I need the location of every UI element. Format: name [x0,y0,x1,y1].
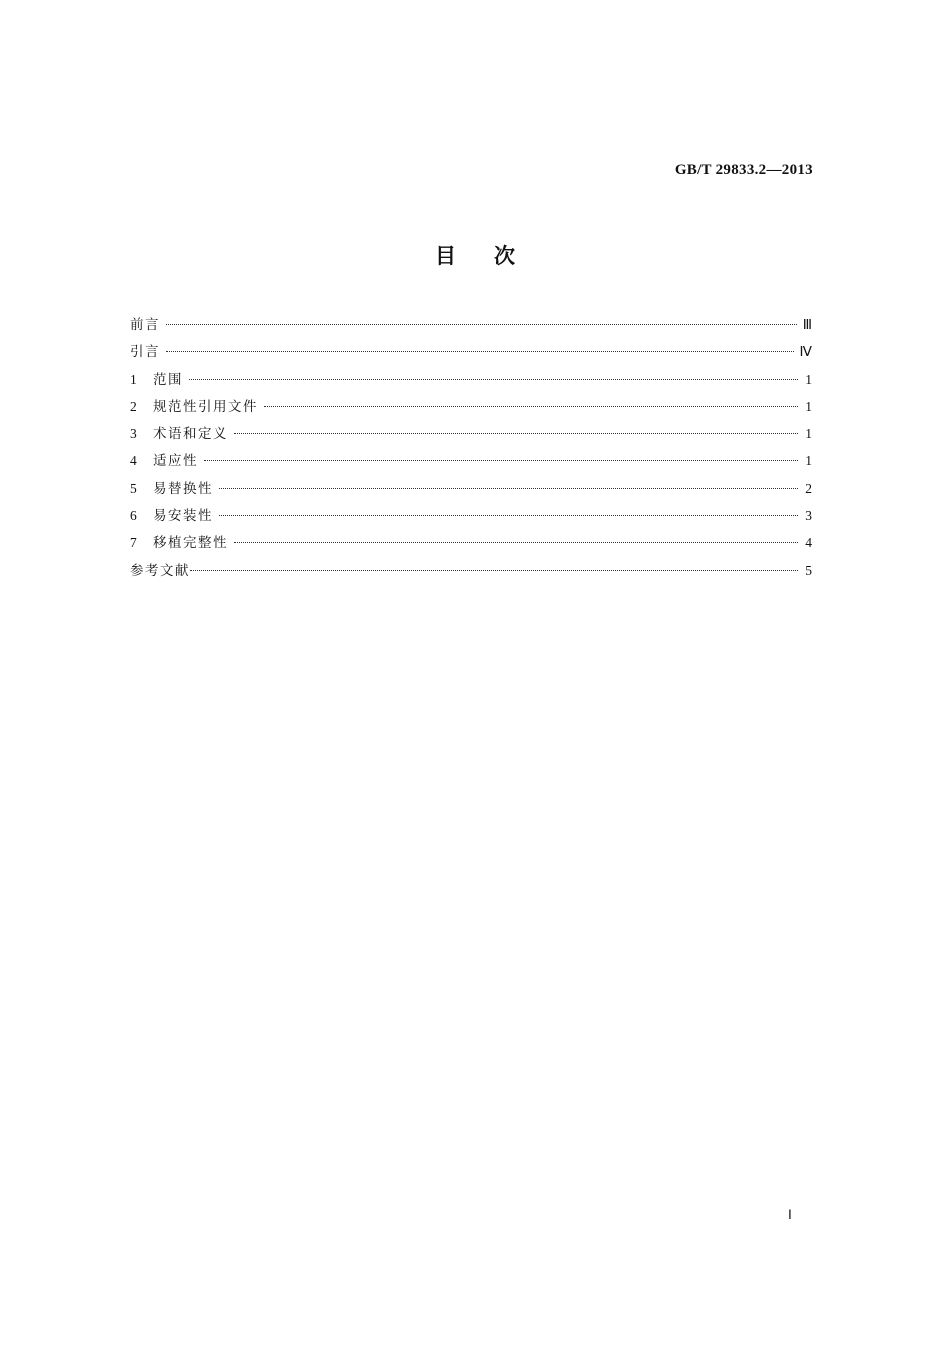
toc-entry-label: 规范性引用文件 [153,398,258,415]
toc-entry-page: 1 [805,371,812,387]
toc-leader-dots [219,488,798,489]
toc-entry-adaptability[interactable] [130,447,812,474]
toc-leader-dots [234,542,798,543]
toc-entry-terms-definitions[interactable] [130,420,812,447]
toc-entry-label: 易替换性 [153,480,213,497]
toc-entry-page: 4 [805,535,812,551]
toc-leader-dots [234,433,798,434]
page-number: Ⅰ [788,1207,792,1222]
toc-entry-replaceability[interactable] [130,475,812,502]
table-of-contents [130,311,812,584]
toc-entry-page: 1 [805,398,812,414]
toc-entry-page: 5 [805,562,812,578]
toc-entry-label: 参考文献 [130,562,190,579]
toc-entry-page: Ⅲ [802,317,812,332]
standard-code: GB/T 29833.2—2013 [674,162,813,178]
toc-leader-dots [204,460,798,461]
toc-leader-dots [166,324,797,325]
toc-entry-foreword[interactable] [130,311,812,338]
toc-entry-page: 3 [805,508,812,524]
toc-leader-dots [264,406,798,407]
toc-entry-page: 2 [805,480,812,496]
toc-entry-page: 1 [805,426,812,442]
toc-entry-number: 2 [130,398,137,414]
toc-leader-dots [219,515,798,516]
toc-entry-bibliography[interactable] [130,557,812,584]
toc-entry-label: 术语和定义 [153,426,228,443]
toc-entry-portability-compliance[interactable] [130,529,812,556]
toc-entry-label: 范围 [153,371,183,388]
toc-entry-label: 易安装性 [153,508,213,525]
toc-entry-label: 前言 [130,317,160,333]
toc-entry-installability[interactable] [130,502,812,529]
toc-entry-number: 4 [130,453,137,469]
toc-entry-label: 引言 [130,344,160,361]
toc-entry-page: 1 [805,453,812,469]
toc-entry-introduction[interactable] [130,338,812,365]
toc-leader-dots [189,379,798,380]
toc-title: 目次 [435,244,553,268]
toc-entry-number: 3 [130,426,137,442]
toc-entry-number: 1 [130,371,137,387]
toc-leader-dots [166,351,794,352]
toc-entry-normative-references[interactable] [130,393,812,420]
toc-entry-label: 移植完整性 [153,535,228,552]
toc-entry-label: 适应性 [153,453,198,470]
toc-entry-scope[interactable] [130,366,812,393]
toc-entry-number: 6 [130,508,137,524]
toc-leader-dots [190,570,798,571]
toc-entry-page: Ⅳ [799,344,812,360]
toc-entry-number: 7 [130,535,137,551]
toc-entry-number: 5 [130,480,137,496]
